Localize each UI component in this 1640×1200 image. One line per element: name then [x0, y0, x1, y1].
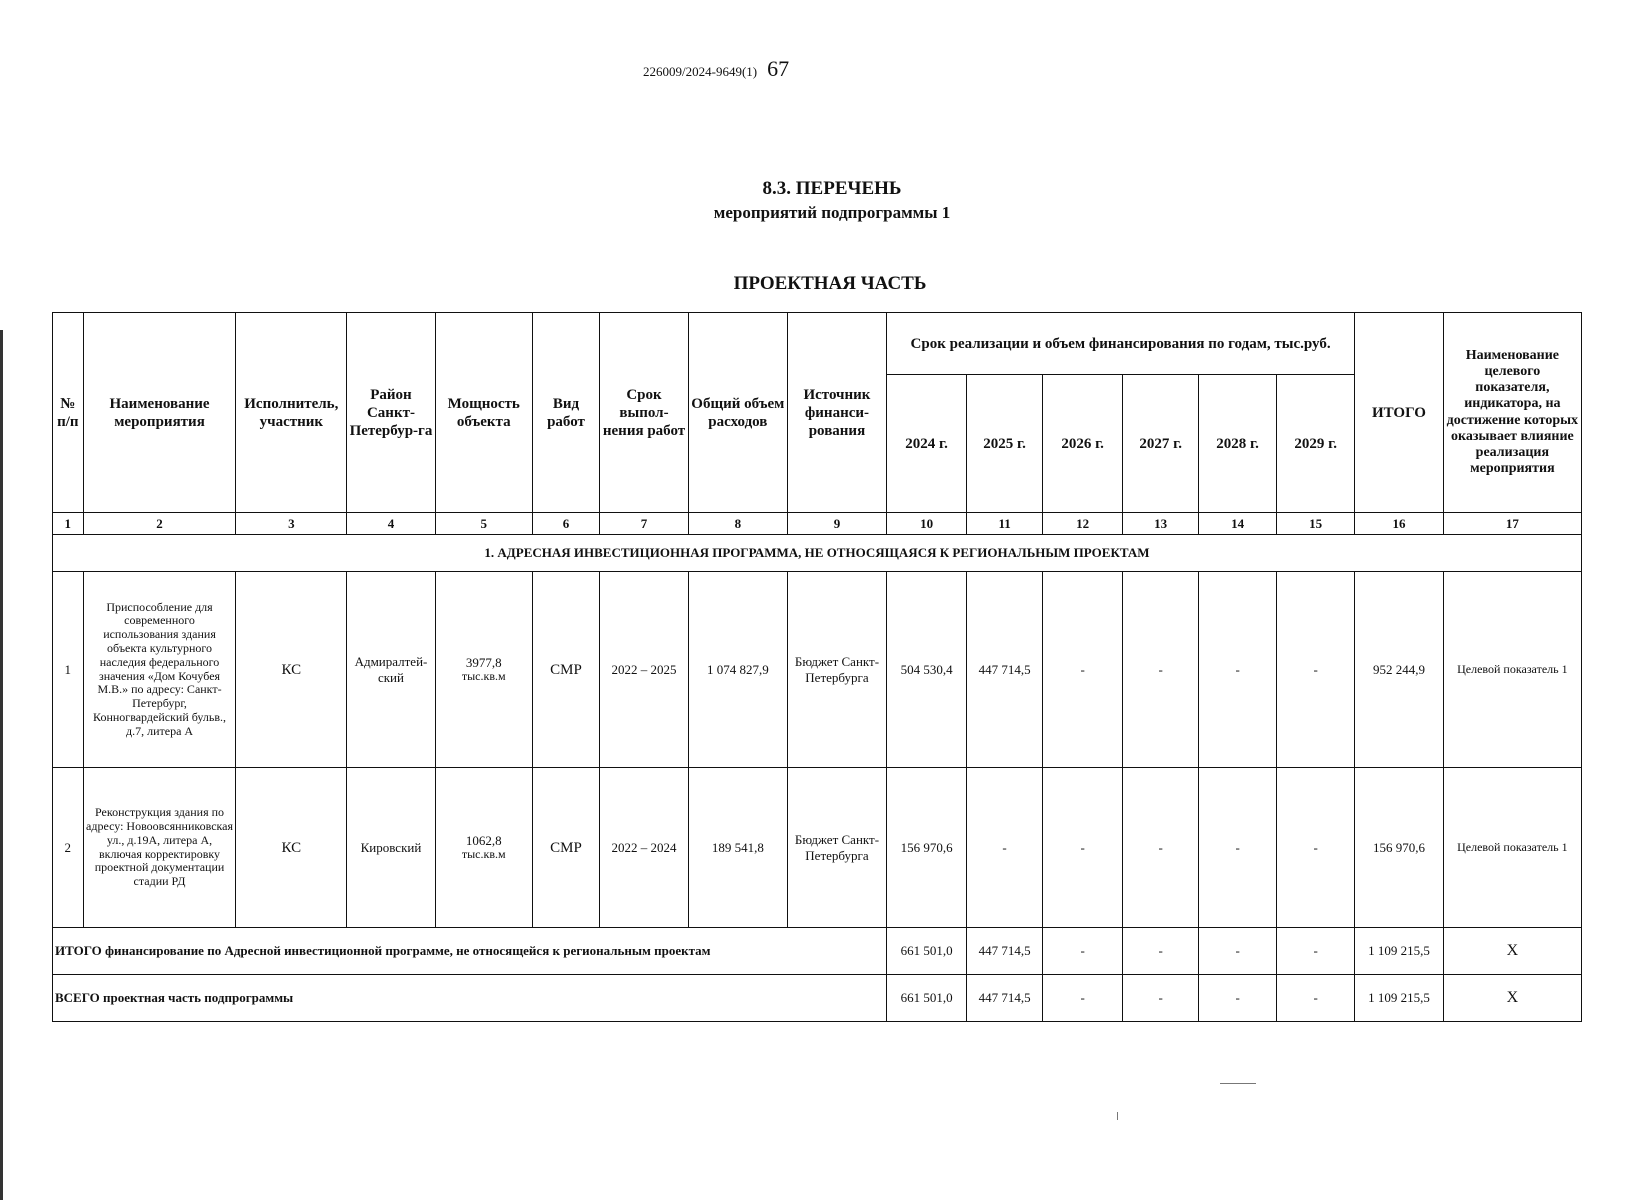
- row-num: 2: [53, 768, 84, 928]
- capacity-value: 1062,8: [465, 832, 502, 848]
- row-2027: -: [1123, 572, 1199, 768]
- row-executor: КС: [236, 768, 347, 928]
- total-row: [53, 928, 1582, 975]
- grand-total-indicator: Х: [1443, 975, 1581, 1022]
- row-period: 2022 – 2025: [600, 572, 689, 768]
- row-2028: -: [1199, 572, 1277, 768]
- row-2028: -: [1199, 768, 1277, 928]
- total-2029: -: [1277, 928, 1355, 975]
- header-district: Район Санкт-Петербур-га: [347, 313, 436, 513]
- header-name: Наименование мероприятия: [83, 313, 236, 513]
- col-number: 4: [347, 513, 436, 535]
- total-indicator: Х: [1443, 928, 1581, 975]
- row-name: Реконструкция здания по адресу: Новоовсянниковская ул., д.19А, литера А, включая корректировку проектной документации стадии РД: [83, 768, 236, 928]
- row-capacity: [435, 768, 532, 928]
- grand-total-label-bold: ВСЕГО: [55, 990, 100, 1006]
- page-number: 67: [767, 56, 790, 81]
- col-number: 2: [83, 513, 236, 535]
- section-subtitle: мероприятий подпрограммы 1: [713, 203, 951, 222]
- col-number: 12: [1043, 513, 1123, 535]
- header-num: № п/п: [53, 313, 84, 513]
- header-work-type: Вид работ: [532, 313, 599, 513]
- row-source: Бюджет Санкт-Петербурга: [787, 572, 886, 768]
- grand-total-2025: 447 714,5: [967, 975, 1043, 1022]
- col-number: 1: [53, 513, 84, 535]
- col-number: 17: [1443, 513, 1581, 535]
- row-2029: -: [1277, 768, 1355, 928]
- total-itogo: 1 109 215,5: [1355, 928, 1444, 975]
- col-number: 6: [532, 513, 599, 535]
- row-executor: КС: [236, 572, 347, 768]
- total-label-bold: ИТОГО: [55, 943, 102, 959]
- row-total-cost: 189 541,8: [688, 768, 787, 928]
- header-indicator: Наименование целевого показателя, индикатора, на достижение которых оказывает влияние реализация мероприятия: [1443, 313, 1581, 513]
- row-indicator: Целевой показатель 1: [1443, 572, 1581, 768]
- header-source: Источник финанси-рования: [787, 313, 886, 513]
- row-work-type: СМР: [532, 768, 599, 928]
- row-2024: 156 970,6: [887, 768, 967, 928]
- row-itogo: 952 244,9: [1355, 572, 1444, 768]
- row-2029: -: [1277, 572, 1355, 768]
- col-number: 14: [1199, 513, 1277, 535]
- section-heading: 1. АДРЕСНАЯ ИНВЕСТИЦИОННАЯ ПРОГРАММА, НЕ ОТНОСЯЩАЯСЯ К РЕГИОНАЛЬНЫМ ПРОЕКТАМ: [53, 535, 1582, 572]
- table-row: [53, 572, 1582, 768]
- table-row: [53, 768, 1582, 928]
- grand-total-2028: -: [1199, 975, 1277, 1022]
- row-indicator: Целевой показатель 1: [1443, 768, 1581, 928]
- scan-speck: [1117, 1112, 1118, 1120]
- row-name: Приспособление для современного использования здания объекта культурного наследия федерального значения «Дом Кочубея М.В.» по адресу: Санкт-Петербург, Конногвардейский бульв., д.7, литера А: [83, 572, 236, 768]
- scan-speck: [1220, 1083, 1256, 1084]
- header-2027: 2027 г.: [1123, 375, 1199, 513]
- section-title: 8.3. ПЕРЕЧЕНЬ: [762, 178, 902, 199]
- header-year-group: Срок реализации и объем финансирования по годам, тыс.руб.: [887, 313, 1355, 375]
- capacity-value: 3977,8: [465, 654, 502, 670]
- grand-total-label: [53, 975, 887, 1022]
- doc-reg-number: 226009/2024-9649(1): [643, 64, 758, 79]
- header-period: Срок выпол-нения работ: [600, 313, 689, 513]
- row-2026: -: [1043, 768, 1123, 928]
- grand-total-row: [53, 975, 1582, 1022]
- col-number: 16: [1355, 513, 1444, 535]
- grand-total-2027: -: [1123, 975, 1199, 1022]
- total-label-text: финансирование по Адресной инвестиционной программе, не относящейся к региональным проектам: [101, 943, 711, 959]
- header-2024: 2024 г.: [887, 375, 967, 513]
- col-number: 9: [787, 513, 886, 535]
- row-2027: -: [1123, 768, 1199, 928]
- part-title: ПРОЕКТНАЯ ЧАСТЬ: [733, 273, 927, 294]
- header-2029: 2029 г.: [1277, 375, 1355, 513]
- grand-total-2029: -: [1277, 975, 1355, 1022]
- header-2026: 2026 г.: [1043, 375, 1123, 513]
- row-source: Бюджет Санкт-Петербурга: [787, 768, 886, 928]
- total-label: [53, 928, 887, 975]
- col-number: 15: [1277, 513, 1355, 535]
- col-number: 3: [236, 513, 347, 535]
- col-number: 11: [967, 513, 1043, 535]
- total-2025: 447 714,5: [967, 928, 1043, 975]
- header-2025: 2025 г.: [967, 375, 1043, 513]
- row-itogo: 156 970,6: [1355, 768, 1444, 928]
- row-2025: 447 714,5: [967, 572, 1043, 768]
- row-capacity: [435, 572, 532, 768]
- col-number: 7: [600, 513, 689, 535]
- grand-total-label-text: проектная часть подпрограммы: [99, 990, 294, 1006]
- document-number: [643, 56, 789, 82]
- header-row: [53, 313, 1582, 375]
- total-2027: -: [1123, 928, 1199, 975]
- total-2026: -: [1043, 928, 1123, 975]
- header-total-cost: Общий объем расходов: [688, 313, 787, 513]
- header-capacity: Мощность объекта: [435, 313, 532, 513]
- total-2024: 661 501,0: [887, 928, 967, 975]
- grand-total-itogo: 1 109 215,5: [1355, 975, 1444, 1022]
- header-itogo: ИТОГО: [1355, 313, 1444, 513]
- column-numbers-row: [53, 513, 1582, 535]
- row-district: Адмиралтей-ский: [347, 572, 436, 768]
- capacity-unit: тыс.кв.м: [461, 847, 506, 862]
- row-total-cost: 1 074 827,9: [688, 572, 787, 768]
- row-2026: -: [1043, 572, 1123, 768]
- scan-edge-mark: [0, 330, 3, 1200]
- section-row: [53, 535, 1582, 572]
- grand-total-2024: 661 501,0: [887, 975, 967, 1022]
- col-number: 5: [435, 513, 532, 535]
- header-executor: Исполнитель, участник: [236, 313, 347, 513]
- grand-total-2026: -: [1043, 975, 1123, 1022]
- activities-table: [52, 312, 1582, 1022]
- row-num: 1: [53, 572, 84, 768]
- row-district: Кировский: [347, 768, 436, 928]
- col-number: 13: [1123, 513, 1199, 535]
- row-2025: -: [967, 768, 1043, 928]
- row-period: 2022 – 2024: [600, 768, 689, 928]
- row-work-type: СМР: [532, 572, 599, 768]
- col-number: 10: [887, 513, 967, 535]
- col-number: 8: [688, 513, 787, 535]
- capacity-unit: тыс.кв.м: [461, 669, 506, 684]
- header-2028: 2028 г.: [1199, 375, 1277, 513]
- row-2024: 504 530,4: [887, 572, 967, 768]
- total-2028: -: [1199, 928, 1277, 975]
